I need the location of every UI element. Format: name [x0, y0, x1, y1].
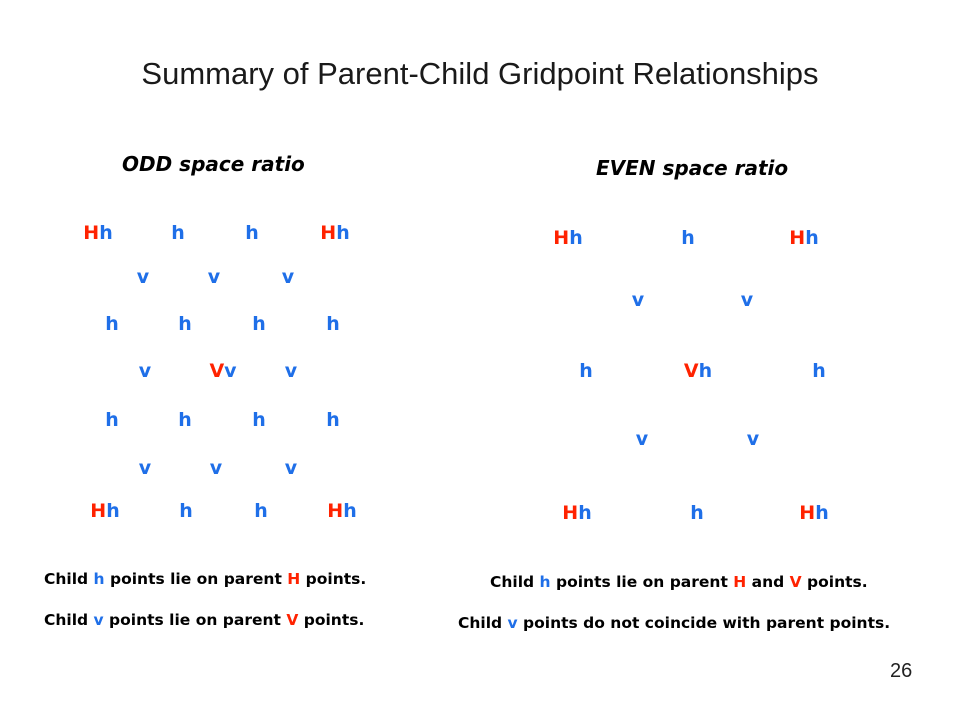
gridpoint [632, 289, 644, 311]
child-point-label: v [209, 457, 223, 479]
gridpoint [636, 428, 648, 450]
parent-point-label: V [209, 360, 225, 382]
parent-point-label: V [683, 360, 699, 382]
gridpoint [747, 428, 759, 450]
parent-point-label: H [789, 227, 806, 249]
child-point-label: h [179, 500, 193, 522]
child-point-label: v [635, 428, 649, 450]
gridpoint [562, 502, 591, 524]
parent-point-label: H [562, 502, 579, 524]
parent-point-label: H [799, 502, 816, 524]
child-point-label: h [178, 313, 192, 335]
gridpoint [139, 457, 151, 479]
note-text: points lie on parent [103, 611, 287, 629]
gridpoint [799, 502, 828, 524]
child-point-label: h [106, 500, 120, 522]
child-point-label: h [178, 409, 192, 431]
child-point-label: h [326, 313, 340, 335]
child-point-label: h [690, 502, 704, 524]
child-point-label: h [698, 360, 713, 382]
gridpoint [553, 227, 582, 249]
child-point-label: v [284, 457, 298, 479]
gridpoint [320, 222, 349, 244]
child-point-label: h [343, 500, 357, 522]
parent-point-label: H [320, 222, 337, 244]
gridpoint [209, 360, 236, 382]
even-heading: EVEN space ratio [596, 156, 789, 180]
even-note-h [490, 573, 868, 591]
gridpoint [208, 266, 220, 288]
odd-heading: ODD space ratio [122, 152, 305, 176]
gridpoint [690, 502, 704, 524]
child-point-label: h [326, 409, 340, 431]
gridpoint [105, 313, 119, 335]
even-note-v [458, 614, 890, 632]
note-text: points lie on parent [550, 573, 734, 591]
page-number: 26 [890, 660, 913, 682]
odd-note-v [44, 611, 364, 629]
gridpoint [326, 409, 340, 431]
parent-point-label: H [553, 227, 570, 249]
note-text: points do not coincide with parent points. [517, 614, 891, 632]
child-v-label: v [507, 614, 518, 632]
note-text: points. [300, 570, 367, 588]
gridpoint [684, 360, 712, 382]
gridpoint [326, 313, 340, 335]
child-point-label: v [281, 266, 295, 288]
odd-note-h [44, 570, 366, 588]
parent-point-label: H [83, 222, 100, 244]
child-point-label: h [245, 222, 259, 244]
child-point-label: v [284, 360, 298, 382]
note-text: Child [490, 573, 540, 591]
parent-h-label: H [287, 570, 301, 588]
gridpoint [245, 222, 259, 244]
child-point-label: h [252, 313, 266, 335]
child-point-label: v [631, 289, 645, 311]
gridpoint [285, 360, 297, 382]
child-point-label: h [171, 222, 185, 244]
gridpoint [285, 457, 297, 479]
gridpoint [681, 227, 695, 249]
note-text: and [746, 573, 790, 591]
child-point-label: h [336, 222, 350, 244]
gridpoint [90, 500, 119, 522]
note-text: points lie on parent [104, 570, 288, 588]
child-point-label: v [136, 266, 150, 288]
slide-title: Summary of Parent-Child Gridpoint Relationships [141, 56, 819, 91]
gridpoint [252, 313, 266, 335]
child-point-label: h [812, 360, 826, 382]
gridpoint [139, 360, 151, 382]
gridpoint [579, 360, 593, 382]
parent-point-label: H [327, 500, 344, 522]
gridpoint [789, 227, 818, 249]
child-point-label: h [105, 313, 119, 335]
gridpoint [282, 266, 294, 288]
child-point-label: v [138, 360, 152, 382]
parent-v-label: V [286, 611, 299, 629]
gridpoint [327, 500, 356, 522]
child-point-label: h [105, 409, 119, 431]
parent-point-label: H [90, 500, 107, 522]
note-text: points. [801, 573, 868, 591]
child-h-label: h [539, 573, 551, 591]
parent-v-label: V [789, 573, 802, 591]
child-point-label: h [815, 502, 829, 524]
gridpoint [137, 266, 149, 288]
child-point-label: v [740, 289, 754, 311]
gridpoint [171, 222, 185, 244]
gridpoint [83, 222, 112, 244]
note-text: Child [458, 614, 508, 632]
parent-h-label: H [733, 573, 747, 591]
note-text: Child [44, 611, 94, 629]
child-point-label: h [254, 500, 268, 522]
child-point-label: v [746, 428, 760, 450]
child-point-label: h [569, 227, 583, 249]
child-point-label: v [207, 266, 221, 288]
child-point-label: v [224, 360, 237, 382]
child-point-label: h [252, 409, 266, 431]
child-point-label: h [99, 222, 113, 244]
child-point-label: h [805, 227, 819, 249]
gridpoint [105, 409, 119, 431]
gridpoint [252, 409, 266, 431]
gridpoint [254, 500, 268, 522]
gridpoint [178, 313, 192, 335]
gridpoint [179, 500, 193, 522]
gridpoint [741, 289, 753, 311]
gridpoint [210, 457, 222, 479]
gridpoint [812, 360, 826, 382]
child-h-label: h [93, 570, 105, 588]
child-point-label: h [578, 502, 592, 524]
note-text: points. [298, 611, 365, 629]
child-point-label: h [681, 227, 695, 249]
gridpoint [178, 409, 192, 431]
child-point-label: h [579, 360, 593, 382]
note-text: Child [44, 570, 94, 588]
child-v-label: v [93, 611, 104, 629]
child-point-label: v [138, 457, 152, 479]
